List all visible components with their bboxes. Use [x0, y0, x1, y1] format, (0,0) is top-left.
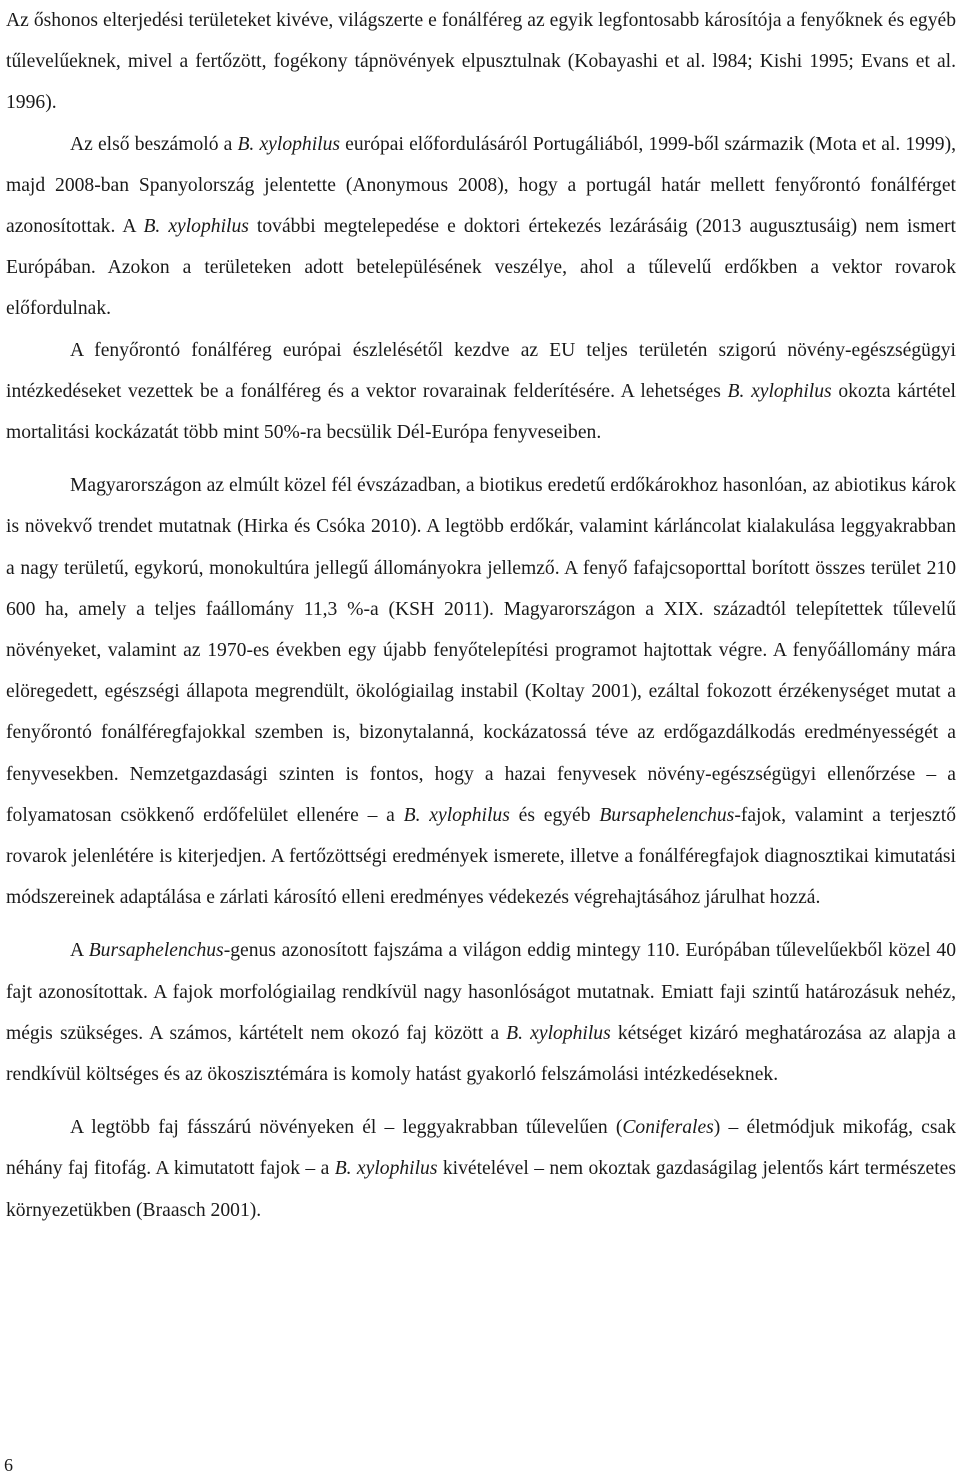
species-name: B. xylophilus: [403, 804, 510, 826]
document-page: [6, 0, 956, 1231]
species-name: B. xylophilus: [237, 133, 341, 155]
paragraph-genus-species-count: A Bursaphelenchus-genus azonosított fajszáma a világon eddig mintegy 110. Európában tűlevelűekből közel 40 fajt azonosítottak. A fajok morfológiailag rendkívül nagy hasonlóságot mutatnak. Emiatt faji szintű határozásuk nehéz, mégis szükséges. A számos, kártételt nem okozó faj között a B. xylophilus kétséget kizáró meghatározása az alapja a rendkívül költséges és az ökoszisztémára is komoly hatást gyakorló felszámolási intézkedéseknek.: [6, 940, 956, 1086]
order-name: Coniferales: [622, 1117, 714, 1139]
species-name: B. xylophilus: [506, 1022, 611, 1044]
genus-name: Bursaphelenchus: [88, 940, 224, 962]
page-number: 6: [4, 1455, 13, 1475]
species-name: B. xylophilus: [727, 380, 832, 402]
paragraph-eu-measures: A fenyőrontó fonálféreg európai észlelésétől kezdve az EU teljes területén szigorú növény-egészségügyi intézkedéseket vezettek be a fonálféreg és a vektor rovarainak felderítésére. A lehetséges B. xylophilus okozta kártétel mortalitási kockázatát több mint 50%-ra becsülik Dél-Európa fenyveseiben.: [6, 339, 956, 444]
paragraph-hungary-forests: Magyarországon az elmúlt közel fél évszázadban, a biotikus eredetű erdőkárokhoz hasonlóan, az abiotikus károk is növekvő trendet mutatnak (Hirka és Csóka 2010). A legtöbb erdőkár, valamint kárláncolat kialakulása leggyakrabban a nagy területű, egykorú, monokultúra jellegű állományokra jellemző. A fenyő fafajcsoporttal borított összes terület 210 600 ha, amely a teljes faállomány 11,3 %-a (KSH 2011). Magyarországon a XIX. századtól telepítettek tűlevelű növényeket, valamint az 1970-es években egy újabb fenyőtelepítési programot hajtottak végre. A fenyőállomány mára elöregedett, egészségi állapota megrendült, ökológiailag instabil (Koltay 2001), ezáltal fokozott érzékenységet mutat a fenyőrontó fonálféregfajokkal szemben is, bizonytalanná, kockázatossá téve az erdőgazdálkodás eredményességét a fenyvesekben. Nemzetgazdasági szinten is fontos, hogy a hazai fenyvesek növény-egészségügyi ellenőrzése – a folyamatosan csökkenő erdőfelület ellenére – a B. xylophilus és egyéb Bursaphelenchus-fajok, valamint a terjesztő rovarok jelenlétére is kiterjedjen. A fertőzöttségi eredmények ismerete, illetve a fonálféregfajok diagnosztikai kimutatási módszereinek adaptálása e zárlati károsító elleni eredményes védekezés végrehajtásához járulhat hozzá.: [6, 475, 956, 909]
paragraph-lifestyle: A legtöbb faj fásszárú növényeken él – leggyakrabban tűlevelűen (Coniferales) – életmódjuk mikofág, csak néhány faj fitofág. A kimutatott fajok – a B. xylophilus kivételével – nem okoztak gazdaságilag jelentős kárt természetes környezetükben (Braasch 2001).: [6, 1117, 956, 1221]
paragraph-first-european-report: Az első beszámoló a B. xylophilus európai előfordulásáról Portugáliából, 1999-ből származik (Mota et al. 1999), majd 2008-ban Spanyolország jelentette (Anonymous 2008), hogy a portugál határ mellett fenyőrontó fonálférget azonosítottak. A B. xylophilus további megtelepedése e doktori értekezés lezárásáig (2013 augusztusáig) nem ismert Európában. Azokon a területeken adott betelepülésének veszélye, ahol a tűlevelű erdőkben a vektor rovarok előfordulnak.: [6, 133, 956, 320]
species-name: B. xylophilus: [334, 1158, 438, 1180]
genus-name: Bursaphelenchus: [599, 804, 735, 826]
species-name: B. xylophilus: [143, 216, 249, 238]
paragraph-distribution: Az őshonos elterjedési területeket kivéve, világszerte e fonálféreg az egyik legfontosabb károsítója a fenyőknek és egyéb tűlevelűeknek, mivel a fertőzött, fogékony tápnövények elpusztulnak (Kobayashi et al. l984; Kishi 1995; Evans et al. 1996).: [6, 10, 956, 114]
